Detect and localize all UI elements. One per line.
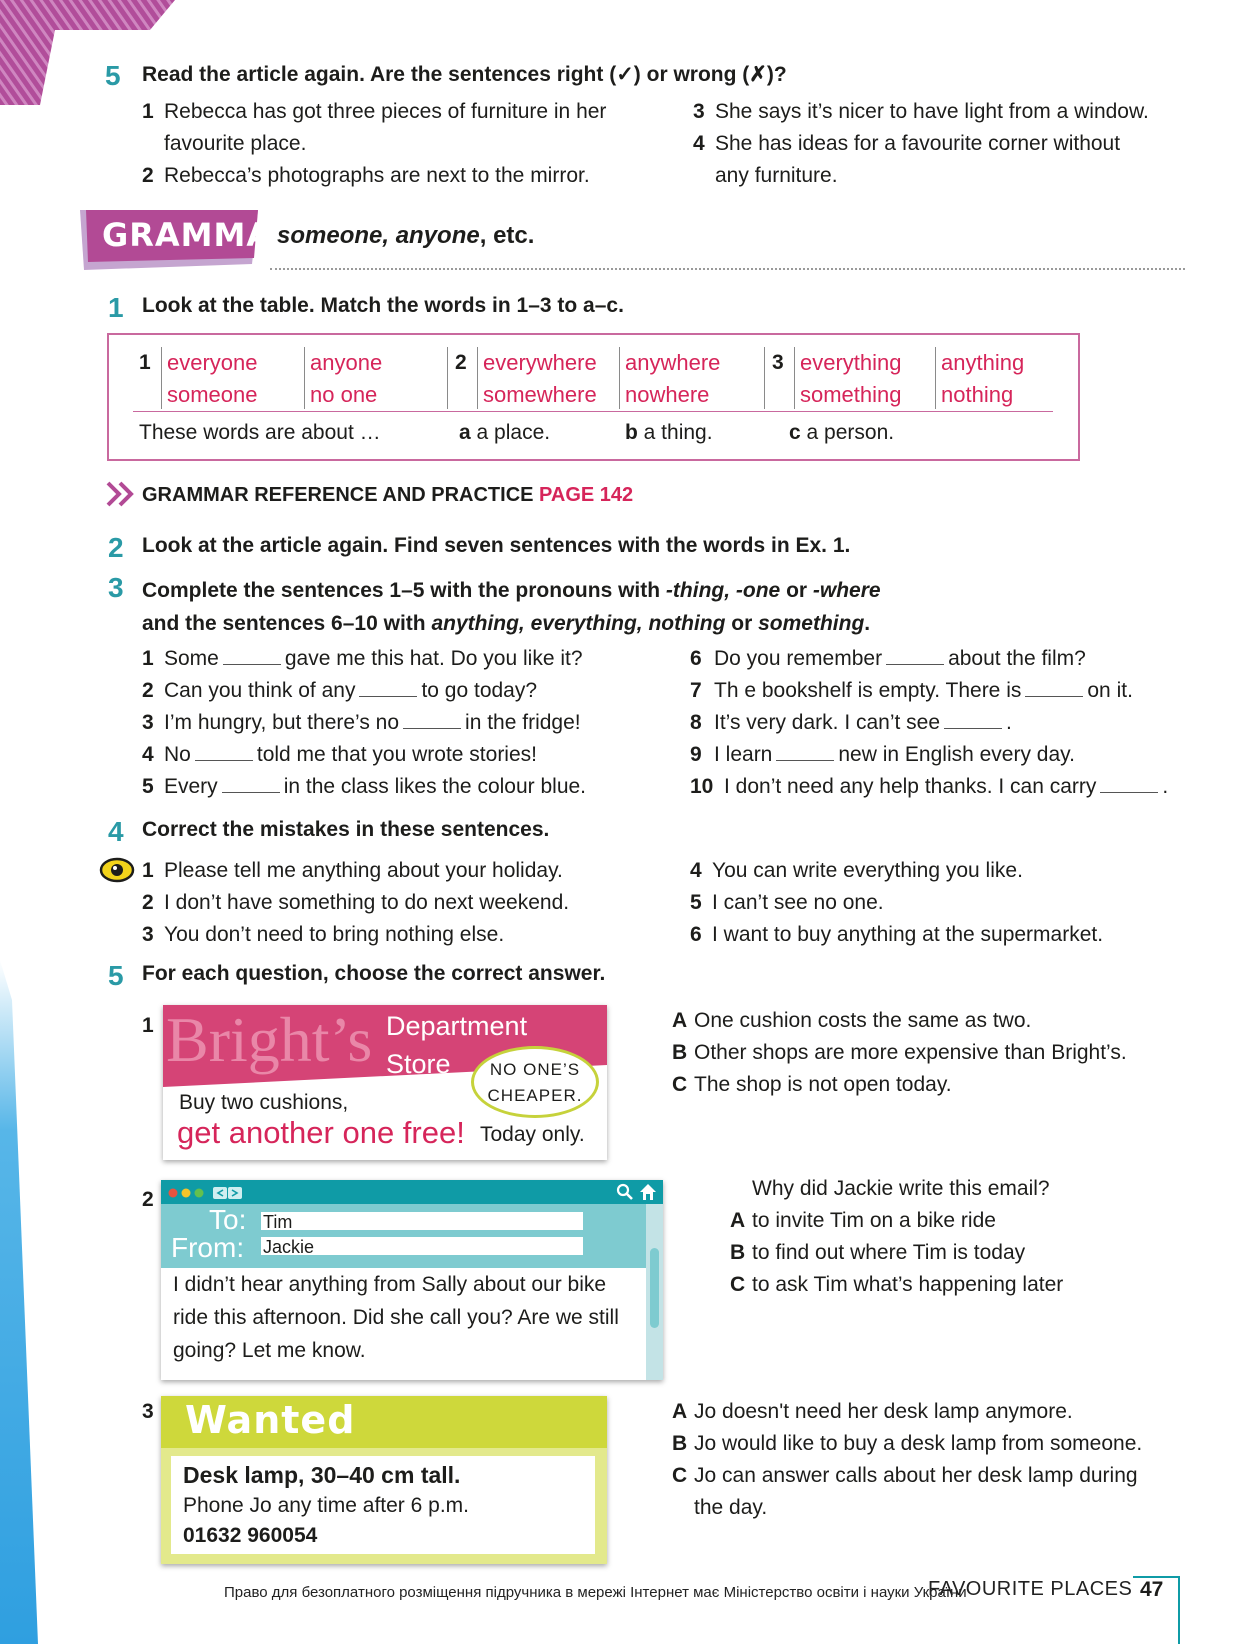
home-icon[interactable] <box>639 1183 657 1201</box>
grammar-reference-link[interactable]: GRAMMAR REFERENCE AND PRACTICE PAGE 142 <box>142 484 634 506</box>
store-advert <box>163 1005 607 1160</box>
statement-list-right <box>693 96 1213 192</box>
group-number: 2 <box>455 351 467 374</box>
answer-option-cont: the day. <box>694 1496 768 1519</box>
answer-blank[interactable] <box>222 774 280 793</box>
answer-blank[interactable] <box>359 678 417 697</box>
statement-item: 1 Rebecca has got three pieces of furniture in her <box>142 100 607 123</box>
column-divider <box>794 347 795 409</box>
exercise-number: 2 <box>108 532 124 563</box>
correction-item: 4 You can write everything you like. <box>690 859 1023 882</box>
gapfill-item: 3 I’m hungry, but there’s no in the fridge! <box>142 711 581 734</box>
section-title: FAVOURITE PLACES <box>928 1578 1133 1600</box>
wanted-title: Wanted <box>185 1398 356 1442</box>
gapfill-item: 2 Can you think of any to go today? <box>142 679 538 702</box>
search-icon[interactable] <box>616 1183 634 1201</box>
double-chevron-icon <box>106 481 138 507</box>
advert-text: Buy two cushions, <box>179 1091 349 1114</box>
exercise-number: 1 <box>108 292 124 323</box>
statement-item-cont: favourite place. <box>164 132 307 155</box>
answer-blank[interactable] <box>776 742 834 761</box>
exercise-instruction: For each question, choose the correct answer. <box>142 962 606 985</box>
answer-option[interactable]: A to invite Tim on a bike ride <box>730 1209 996 1232</box>
statement-item: 3 She says it’s nicer to have light from a window. <box>693 100 1149 123</box>
answer-blank[interactable] <box>944 710 1002 729</box>
column-divider <box>935 347 936 409</box>
statement-item: 2 Rebecca’s photographs are next to the mirror. <box>142 164 590 187</box>
to-label: To: <box>209 1204 247 1235</box>
to-field[interactable]: Tim <box>261 1212 583 1230</box>
answer-option[interactable]: C Jo can answer calls about her desk lamp during <box>672 1464 1138 1487</box>
email-titlebar <box>161 1180 663 1204</box>
answer-blank[interactable] <box>223 646 281 665</box>
wanted-advert <box>161 1396 607 1564</box>
pronoun-table <box>107 333 1080 461</box>
answer-option[interactable]: A Jo doesn't need her desk lamp anymore. <box>672 1400 1073 1423</box>
answer-blank[interactable] <box>1025 678 1083 697</box>
pronoun-cell: anywhere nowhere <box>625 350 721 407</box>
correction-item: 6 I want to buy anything at the supermarket. <box>690 923 1104 946</box>
answer-option[interactable]: B Other shops are more expensive than Bright’s. <box>672 1041 1127 1064</box>
column-divider <box>161 347 162 409</box>
pronoun-cell: everything something <box>800 350 902 407</box>
pronoun-cell: anything nothing <box>941 350 1025 407</box>
corner-decoration <box>0 0 175 105</box>
exercise-instruction: Read the article again. Are the sentences right (✓) or wrong (✗)? <box>142 63 787 86</box>
gapfill-item: 5 Every in the class likes the colour blue. <box>142 775 587 798</box>
pronoun-cell: everywhere somewhere <box>483 350 597 407</box>
gapfill-item: 9 I learn new in English every day. <box>690 743 1075 766</box>
match-option: a a place. <box>459 421 551 444</box>
advert-offer: get another one free! <box>177 1115 465 1150</box>
correction-item: 2 I don’t have something to do next weekend. <box>142 891 570 914</box>
answer-blank[interactable] <box>886 646 944 665</box>
correction-list-right <box>690 855 1210 951</box>
answer-options <box>672 1005 1232 1101</box>
answer-option[interactable]: C The shop is not open today. <box>672 1073 952 1096</box>
gapfill-item: 7 Th e bookshelf is empty. There is on it. <box>690 679 1133 702</box>
email-header <box>161 1204 646 1268</box>
divider <box>270 268 1185 270</box>
column-divider <box>477 347 478 409</box>
exercise-instruction: Look at the article again. Find seven sentences with the words in Ex. 1. <box>142 534 851 557</box>
statement-list-left <box>142 96 662 192</box>
wanted-phone: 01632 960054 <box>183 1524 318 1547</box>
answer-option[interactable]: B Jo would like to buy a desk lamp from someone. <box>672 1432 1143 1455</box>
table-caption: These words are about … <box>139 421 381 444</box>
question-number: 2 <box>142 1188 154 1211</box>
group-number: 1 <box>139 351 151 374</box>
statement-item-cont: any furniture. <box>715 164 838 187</box>
side-decoration <box>0 960 38 1644</box>
wanted-contact: Phone Jo any time after 6 p.m. <box>183 1494 469 1517</box>
gapfill-item: 10 I don’t need any help thanks. I can carry . <box>690 775 1169 798</box>
from-label: From: <box>171 1232 245 1263</box>
answer-option[interactable]: B to find out where Tim is today <box>730 1241 1026 1264</box>
column-divider <box>447 347 448 409</box>
gapfill-item: 8 It’s very dark. I can’t see . <box>690 711 1012 734</box>
advert-text: Today only. <box>480 1123 585 1146</box>
wanted-body <box>171 1456 595 1554</box>
page-number-rule <box>1178 1577 1180 1644</box>
eye-icon <box>99 857 135 883</box>
email-window <box>161 1180 663 1380</box>
match-option: b a thing. <box>625 421 713 444</box>
question-number: 1 <box>142 1014 154 1037</box>
answer-option[interactable]: A One cushion costs the same as two. <box>672 1009 1032 1032</box>
gapfill-list-right <box>690 643 1230 803</box>
answer-options <box>672 1396 1232 1524</box>
column-divider <box>619 347 620 409</box>
answer-blank[interactable] <box>403 710 461 729</box>
exercise-number: 4 <box>108 816 124 847</box>
gapfill-item: 6 Do you remember about the film? <box>690 647 1086 670</box>
scrollbar[interactable] <box>646 1204 663 1380</box>
pronoun-cell: anyone no one <box>310 350 383 407</box>
copyright-note: Право для безоплатного розміщення підручника в мережі Інтернет має Міністерство освіти і науки України <box>224 1584 967 1601</box>
window-controls <box>167 1186 247 1200</box>
grammar-title: someone, anyone, etc. <box>277 222 535 249</box>
correction-item: 5 I can’t see no one. <box>690 891 884 914</box>
store-brand: Bright’s <box>166 1004 373 1075</box>
table-rule <box>133 411 1053 412</box>
exercise-instruction: Correct the mistakes in these sentences. <box>142 818 550 841</box>
answer-blank[interactable] <box>1100 774 1158 793</box>
pronoun-cell: everyone someone <box>167 350 258 407</box>
exercise-number: 3 <box>108 572 124 603</box>
page-number: 47 <box>1140 1578 1164 1601</box>
gapfill-list-left <box>142 643 662 803</box>
scroll-thumb[interactable] <box>650 1248 659 1328</box>
answer-options <box>730 1173 1230 1301</box>
gapfill-item: 1 Some gave me this hat. Do you like it? <box>142 647 583 670</box>
grammar-label: GRAMMAR <box>102 216 298 254</box>
correction-list-left <box>142 855 662 951</box>
answer-option[interactable]: C to ask Tim what’s happening later <box>730 1273 1064 1296</box>
group-number: 3 <box>772 351 784 374</box>
exercise-instruction: Look at the table. Match the words in 1–3 to a–c. <box>142 294 624 317</box>
statement-item: 4 She has ideas for a favourite corner without <box>693 132 1121 155</box>
email-body: I didn’t hear anything from Sally about our bike ride this afternoon. Did she call you? Are we still going? Let me know. <box>173 1273 619 1362</box>
exercise-instruction: Complete the sentences 1–5 with the pronouns with -thing, -one or -where and the sentences 6–10 with anything, everything, nothing or something. <box>142 579 881 635</box>
column-divider <box>764 347 765 409</box>
wanted-item: Desk lamp, 30–40 cm tall. <box>183 1462 461 1488</box>
answer-blank[interactable] <box>195 742 253 761</box>
exercise-number: 5 <box>108 960 124 991</box>
from-field[interactable]: Jackie <box>261 1237 583 1255</box>
correction-item: 1 Please tell me anything about your holiday. <box>142 859 563 882</box>
gapfill-item: 4 No told me that you wrote stories! <box>142 743 537 766</box>
match-option: c a person. <box>789 421 895 444</box>
question-text: Why did Jackie write this email? <box>752 1177 1050 1200</box>
store-dept: Department Store <box>386 1011 528 1079</box>
correction-item: 3 You don’t need to bring nothing else. <box>142 923 505 946</box>
exercise-number: 5 <box>105 60 121 91</box>
question-number: 3 <box>142 1400 154 1423</box>
column-divider <box>304 347 305 409</box>
promo-badge: NO ONE’S CHEAPER. <box>471 1046 599 1118</box>
